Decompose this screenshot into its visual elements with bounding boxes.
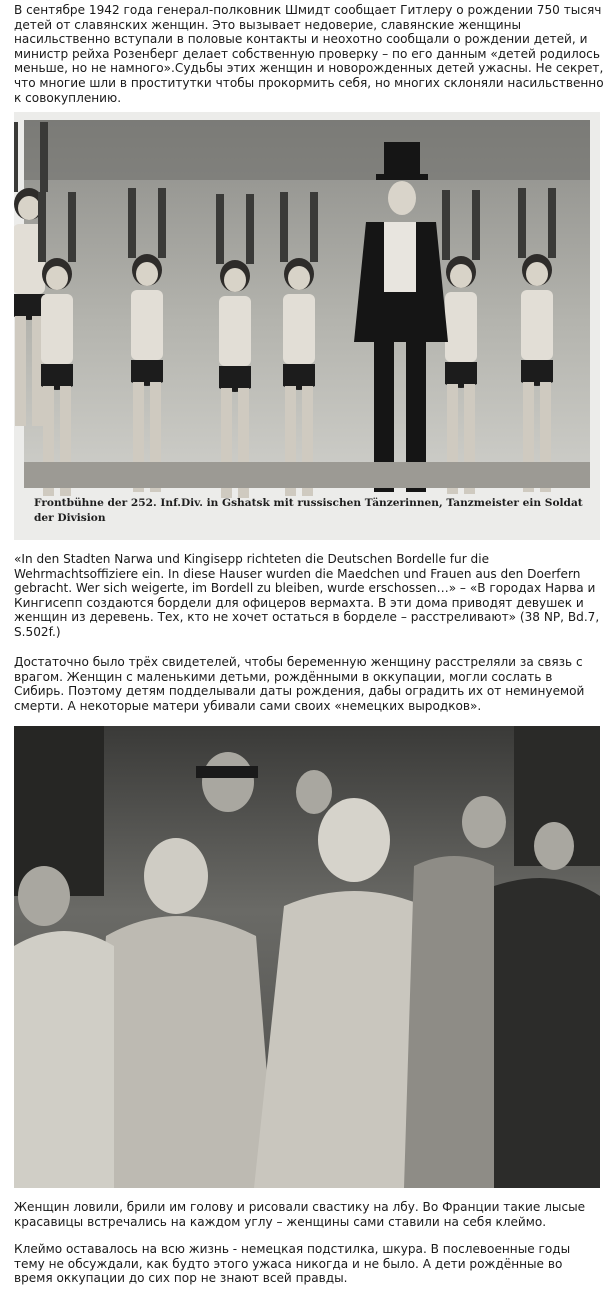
shaved-women-photo-image — [14, 726, 600, 1188]
dancers-photo-image — [14, 112, 600, 540]
dancers-photo — [14, 112, 600, 540]
shaved-women-paragraph: Женщин ловили, брили им голову и рисовали свастику на лбу. Во Франции такие лысые красавицы встречались на каждом углу – женщины сами ставили на себя клеймо. — [14, 1200, 586, 1229]
dancers-photo-caption: Frontbühne der 252. Inf.Div. in Gshatsk mit russischen Tänzerinnen, Tanzmeister ein Soldat der Division — [34, 497, 583, 524]
stigma-paragraph: Клеймо оставалось на всю жизнь - немецкая подстилка, шкура. В послевоенные годы тему не обсуждали, как будто этого ужаса никогда и не было. А дети рождённые во время оккупации до сих пор не знают всей правды. — [14, 1242, 571, 1286]
witnesses-paragraph: Достаточно было трёх свидетелей, чтобы беременную женщину расстреляли за связь с врагом. Женщин с маленькими детьми, рождёнными в оккупации, могли сослать в Сибирь. Поэтому детям подделывали даты рождения, дабы оградить их от неминуемой смерти. А некоторые матери убивали сами своих «немецких выродков». — [14, 655, 585, 713]
intro-paragraph: В сентябре 1942 года генерал-полковник Шмидт сообщает Гитлеру о рождении 750 тысяч детей от славянских женщин. Это вызывает недоверие, славянские женщины насильственно вступали в половые контакты и неохотно сообщали о рождении детей, и министр рейха Розенберг делает собственную проверку – по его данным «детей родилось меньше, но не намного».Судьбы этих женщин и новорожденных детей ужасны. Не секрет, что многие шли в проститутки чтобы прокормить себя, но многих склоняли насильственно к совокуплению. — [14, 3, 604, 105]
quote-paragraph: «In den Stadten Narwa und Kingisepp richteten die Deutschen Bordelle fur die Wehrmachtsoffiziere ein. In diese Hauser wurden die Maedchen und Frauen aus den Doerfern gebracht. Wer sich weigerte, im Bordell zu bleiben, wurde erschossen…» – «В городах Нарва и Кингисепп создаются бордели для офицеров вермахта. В эти дома приводят девушек и женщин из деревень. Тех, кто не хочет остаться в борделе – расстреливают» (38 NP, Bd.7, S.502f.) — [14, 552, 600, 639]
shaved-women-photo — [14, 726, 600, 1188]
